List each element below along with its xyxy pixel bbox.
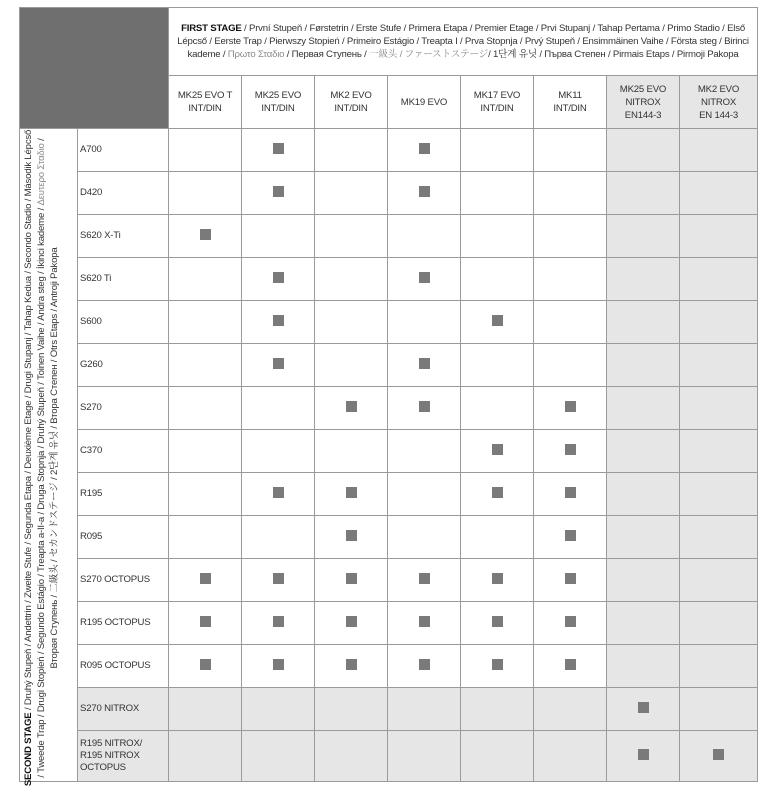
compat-cell [242,516,315,559]
table-row [20,215,758,258]
compat-cell [461,559,534,602]
compatible-mark-icon [419,143,430,154]
column-header [388,76,461,129]
compat-cell [680,215,758,258]
compat-cell [534,215,607,258]
compat-cell [388,258,461,301]
second-stage-translations-b: / Вторая Ступень / 二級头 / セカンドステージ / 2단계 유닛 / Втора Степен / Otrs Etaps / Antroji Pakopa [36,138,61,669]
compat-cell [680,344,758,387]
compatible-mark-icon [419,272,430,283]
compat-cell [607,473,680,516]
column-header [534,76,607,129]
compat-cell [680,602,758,645]
row-label: R095 OCTOPUS [78,645,169,688]
compatible-mark-icon [273,616,284,627]
compat-cell [169,559,242,602]
compat-cell [388,688,461,731]
compatible-mark-icon [565,444,576,455]
compat-cell [388,602,461,645]
compatible-mark-icon [492,315,503,326]
compat-cell [388,172,461,215]
compatible-mark-icon [273,315,284,326]
table-row [20,129,758,172]
second-stage-label [20,129,78,787]
compat-cell [680,301,758,344]
compat-cell [607,516,680,559]
table-row [20,473,758,516]
compat-cell [680,559,758,602]
table-row [20,430,758,473]
compat-cell [315,731,388,782]
compat-cell [534,559,607,602]
column-header-line3: EN144-3 [624,109,662,121]
compat-cell [242,258,315,301]
column-header-line1: MK25 EVO [254,90,302,101]
compatible-mark-icon [638,749,649,760]
compatible-mark-icon [419,186,430,197]
compat-cell [680,129,758,172]
row-label: S270 NITROX [78,688,169,731]
compat-cell [242,645,315,688]
compat-cell [315,258,388,301]
compat-cell [315,387,388,430]
compat-cell [680,387,758,430]
compatible-mark-icon [565,659,576,670]
compat-cell [534,301,607,344]
compat-cell [607,430,680,473]
table-row [20,344,758,387]
compatible-mark-icon [346,487,357,498]
compat-cell [388,301,461,344]
compat-cell [169,516,242,559]
compatible-mark-icon [346,401,357,412]
row-label: S270 [78,387,169,430]
compat-cell [607,129,680,172]
compat-cell [534,258,607,301]
compat-cell [169,430,242,473]
compatible-mark-icon [200,616,211,627]
compatible-mark-icon [565,487,576,498]
compat-cell [461,516,534,559]
compat-cell [388,129,461,172]
compat-cell [388,387,461,430]
column-header-line2: NITROX [625,96,661,108]
compat-cell [169,645,242,688]
compat-cell [242,301,315,344]
compat-cell [680,430,758,473]
compat-cell [169,301,242,344]
column-header [242,76,315,129]
compat-cell [315,645,388,688]
compat-cell [242,688,315,731]
corner-cell [20,8,169,129]
compat-cell [607,559,680,602]
compat-cell [607,344,680,387]
compat-cell [461,301,534,344]
second-stage-header [20,129,78,787]
compat-cell [534,516,607,559]
row-label: S620 X-Ti [78,215,169,258]
compat-cell [680,731,758,782]
compatible-mark-icon [273,358,284,369]
row-label: D420 [78,172,169,215]
compat-cell [461,172,534,215]
compatible-mark-icon [200,229,211,240]
first-stage-header [169,8,758,76]
compat-cell [315,301,388,344]
row-label: S270 OCTOPUS [78,559,169,602]
table-row [20,258,758,301]
second-stage-title: SECOND STAGE [23,712,34,787]
compatible-mark-icon [492,444,503,455]
compatible-mark-icon [346,659,357,670]
compatible-mark-icon [200,659,211,670]
table-row [20,602,758,645]
column-header-line2: INT/DIN [188,103,222,114]
compat-cell [680,172,758,215]
table-row [20,731,758,782]
first-stage-translations-greek: Πρωτο Σταδιο [227,49,285,60]
column-header-line2: NITROX [701,96,737,108]
compat-cell [388,430,461,473]
compat-cell [461,688,534,731]
compat-cell [607,602,680,645]
table-row [20,301,758,344]
compat-cell [169,387,242,430]
table-row [20,688,758,731]
compatible-mark-icon [638,702,649,713]
compat-cell [461,602,534,645]
second-stage-translations-a: / Druhý Stupeň / Andettrin / Zweite Stufe / Segunda Etapa / Deuxième Etage / Drugi Stupanj / Tahap Kedua / Secondo Stadio / Második Lépcső / Tweede Trap / Drugi Stopień / Segundo Estágio / Treapta a-II-a / Druga Stopnja / Druhý Stupeň / Toinen Vaihe / Andra steg / İkinci kademe / [23,129,48,778]
compat-cell [242,387,315,430]
row-label: S600 [78,301,169,344]
compat-cell [242,172,315,215]
compat-cell [242,559,315,602]
compat-cell [534,602,607,645]
first-stage-translations-c: / 1단계 유닛 / Първа Степен / Pirmais Etaps / Pirmoji Pakopa [488,49,739,60]
compat-cell [315,344,388,387]
column-header [607,76,680,129]
compat-cell [242,602,315,645]
compatible-mark-icon [492,573,503,584]
compatible-mark-icon [492,616,503,627]
compatible-mark-icon [273,186,284,197]
compat-cell [461,473,534,516]
row-label: R195 NITROX/ R195 NITROX OCTOPUS [78,731,169,782]
row-label: G260 [78,344,169,387]
compat-cell [534,645,607,688]
compat-cell [169,473,242,516]
compat-cell [534,172,607,215]
first-stage-translations-a: / První Stupeň / Førstetrin / Erste Stufe / Primera Etapa / Premier Etage / Prvi Stupanj / Tahap Pertama / Primo Stadio / Első Lépcső / Eerste Trap / Pierwszy Stopień / Primeiro Estágio / Treapta I / Prva Stopnja / Prvý Stupeň / Ensimmäinen Vaihe / Första steg / Birinci kademe / [177,23,749,60]
column-header-line1: MK2 EVO [330,90,372,101]
compat-cell [680,258,758,301]
row-label: R195 OCTOPUS [78,602,169,645]
table-row [20,559,758,602]
compat-cell [461,258,534,301]
compatible-mark-icon [419,401,430,412]
column-header-line1: MK25 EVO [619,83,667,95]
compatible-mark-icon [492,487,503,498]
column-header-line1: MK19 EVO [400,96,448,108]
compat-cell [534,731,607,782]
compat-cell [169,688,242,731]
column-header [315,76,388,129]
compat-cell [315,473,388,516]
table-row [20,516,758,559]
first-stage-translations-cjk: 一級头 / ファーストステージ [369,49,489,60]
compatible-mark-icon [419,573,430,584]
column-header-line2: INT/DIN [334,103,368,114]
row-label: C370 [78,430,169,473]
compatible-mark-icon [200,573,211,584]
compat-cell [534,387,607,430]
compatible-mark-icon [419,659,430,670]
column-header-line1: MK17 EVO [473,90,521,101]
compat-cell [242,731,315,782]
compat-cell [242,344,315,387]
compatible-mark-icon [346,616,357,627]
compatible-mark-icon [565,616,576,627]
compat-cell [242,430,315,473]
compat-cell [242,473,315,516]
compat-cell [388,215,461,258]
compat-cell [315,215,388,258]
compatible-mark-icon [492,659,503,670]
compat-cell [461,215,534,258]
row-label: R095 [78,516,169,559]
compatible-mark-icon [565,401,576,412]
compat-cell [388,559,461,602]
compatible-mark-icon [565,573,576,584]
column-header-line1: MK11 [558,90,582,101]
compatible-mark-icon [273,573,284,584]
compat-cell [315,430,388,473]
compat-cell [169,602,242,645]
compat-cell [242,215,315,258]
compat-cell [607,215,680,258]
compat-cell [315,129,388,172]
column-header-line1: MK2 EVO [697,83,740,95]
compat-cell [315,602,388,645]
compatible-mark-icon [713,749,724,760]
column-header-line3: EN 144-3 [699,109,738,121]
column-header [680,76,758,129]
compat-cell [315,172,388,215]
compatible-mark-icon [346,530,357,541]
compat-cell [607,172,680,215]
compat-cell [680,473,758,516]
compat-cell [461,645,534,688]
first-stage-title: FIRST STAGE [181,23,242,34]
compat-cell [315,559,388,602]
compatible-mark-icon [346,573,357,584]
compat-cell [534,688,607,731]
compat-cell [461,387,534,430]
compat-cell [607,731,680,782]
compat-cell [607,645,680,688]
row-label: A700 [78,129,169,172]
compat-cell [461,129,534,172]
compatible-mark-icon [273,487,284,498]
compat-cell [607,258,680,301]
column-header-line1: MK25 EVO T [177,90,233,101]
first-stage-translations-b: / Первая Ступень / [284,49,370,60]
compat-cell [169,258,242,301]
compat-cell [169,129,242,172]
compat-cell [388,473,461,516]
compat-cell [315,516,388,559]
compat-cell [680,516,758,559]
compat-cell [169,344,242,387]
compatible-mark-icon [273,272,284,283]
table-row [20,645,758,688]
compat-cell [169,172,242,215]
compat-cell [607,688,680,731]
compat-cell [461,731,534,782]
compat-cell [242,129,315,172]
compat-cell [534,344,607,387]
compatibility-table [19,7,758,787]
compat-cell [534,430,607,473]
table-row [20,387,758,430]
compat-cell [169,215,242,258]
compatible-mark-icon [565,530,576,541]
compat-cell [388,645,461,688]
compatible-mark-icon [419,616,430,627]
compat-cell [388,344,461,387]
compat-cell [607,387,680,430]
compat-cell [388,731,461,782]
table-row [20,172,758,215]
compatible-mark-icon [419,358,430,369]
row-label: S620 Ti [78,258,169,301]
compat-cell [680,645,758,688]
compat-cell [169,731,242,782]
compatible-mark-icon [273,143,284,154]
column-header-line2: INT/DIN [553,103,587,114]
column-header-line2: INT/DIN [480,103,514,114]
compat-cell [534,129,607,172]
compat-cell [461,430,534,473]
compat-cell [315,688,388,731]
compat-cell [534,473,607,516]
compatible-mark-icon [273,659,284,670]
compat-cell [680,688,758,731]
row-label: R195 [78,473,169,516]
column-header [461,76,534,129]
column-header [169,76,242,129]
second-stage-translations-greek: Δευτερο Σταδιο [36,143,48,206]
column-header-line2: INT/DIN [261,103,295,114]
compat-cell [388,516,461,559]
compat-cell [461,344,534,387]
compat-cell [607,301,680,344]
